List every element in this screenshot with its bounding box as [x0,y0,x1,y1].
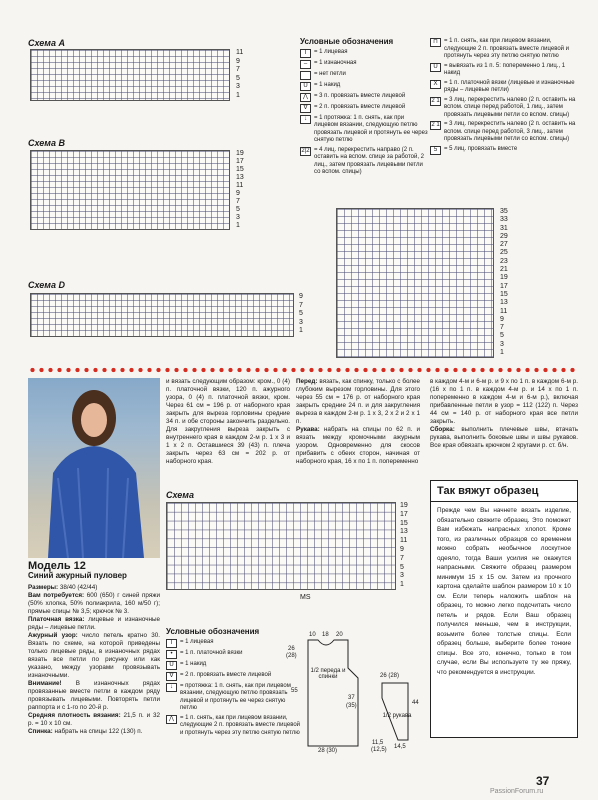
row-number: 1 [236,91,240,99]
text-column-3 [296,378,420,466]
legend-text: = 3 лиц. перекрестить налево (2 п. оставить на вспом. спице перед работой, 3 лиц., затем провязать лицевыми петли со вспом. спицы) [444,121,576,142]
watermark: PassionForum.ru [490,788,544,795]
chart-b-grid [30,150,230,230]
main-chart-grid [166,502,396,590]
row-number: 31 [500,224,508,232]
row-number: 3 [500,340,504,348]
row-number: 13 [400,528,408,536]
legend-symbol: 5 [430,146,441,155]
legend-item [166,650,302,659]
row-number: 17 [236,158,244,165]
legend-symbol: U [166,661,177,670]
row-number: 7 [400,554,404,562]
legend-item [430,121,578,144]
legend-text: = 2 п. провязать вместе лицевой [314,103,406,110]
dim-55: 55 [291,688,298,694]
dim-bottom: 28 (30) [318,748,338,754]
row-number: 29 [500,232,508,240]
legend-item [166,672,302,681]
front-back-piece [308,640,358,746]
row-number: 15 [500,290,508,298]
legend-text: = 1 лицевая [180,638,214,645]
row-number: 3 [400,572,404,580]
legend-text: = 4 лиц. перекрестить направо (2 п. оставить на вспом. спице за работой, 2 лиц., затем провязать лицевыми петли со вспом. спицы) [314,146,425,175]
legend-symbol: ↓ [300,115,311,124]
legend-item [430,80,578,95]
legend-symbol: ∇ [300,104,311,113]
dim-37: 37 [348,695,355,701]
chart-a-grid [30,49,230,101]
paragraph: Рукава: набрать на спицы по 62 п. и вязать между кромочными ажурным узором. Одновременно для скосов прибавить с обеих сторон, начиная от наборного края, 16 х по 1 п. попеременно [296,426,420,465]
dim-26: 26 [288,646,295,652]
model-photo [28,378,160,558]
model-text [28,562,160,736]
legend-symbol: ⋀ [166,715,177,724]
legend-item [300,115,428,145]
row-number: 3 [236,214,240,221]
legend-symbol: ⊓ [430,38,441,47]
dim-18: 18 [322,632,329,638]
paragraph: Вам потребуется: 600 (650) г синей пряжи (50% хлопка, 50% полиакрила, 160 м/50 г); прямые спицы № 3,5; крючок № 3. [28,592,160,615]
row-number: 17 [400,510,408,518]
row-number: 3 [299,318,303,326]
paragraph: Платочная вязка: лицевые и изнаночные ряды – лицевые петли. [28,616,160,631]
chart-c-rownums [500,208,508,357]
row-number: 27 [500,241,508,249]
row-number: 5 [400,563,404,571]
row-number: 9 [236,190,240,197]
legend-symbol: U [430,63,441,72]
dim-20: 20 [336,632,343,638]
paragraph: в каждом 4-м и 6-м р. и 9 х по 1 п. в каждом 6-м р. (16 х по 1 п. в каждом 4-м р. и 14 х по 1 п. попеременно в каждом 4-м и 6-м р.), включая прибавленные петли в узор = 112 (122) п. Через 44 см = 140 р. от наборного края все петли закрыть. [430,378,578,425]
legend-symbol: 2 1 [431,122,440,128]
legend-top-title: Условные обозначения [300,37,394,46]
legend-text: = протяжка: 1 п. снять, как при лицевом вязании, следующую петлю провязать лицевой и протянуть ее через снятую петлю [180,682,291,711]
row-number: 35 [500,208,508,215]
row-number: 1 [299,327,303,335]
row-number: 5 [236,74,240,82]
paragraph: Средняя плотность вязания: 21,5 п. и 32 р. = 10 х 10 см. [28,712,160,727]
chart-d-title: Схема D [28,280,65,290]
row-number: 5 [299,310,303,318]
row-number: 5 [500,332,504,340]
legend-item [300,93,428,102]
paragraph: Ажурный узор: число петель кратно 30. Вязать по схеме, на которой приведены только лицевые ряды, в изнаночных рядах вязать все петли по рисунку или как указано, между узорами провязывать изнаночными. [28,632,160,679]
legend-item [300,82,428,91]
legend-item [166,683,302,713]
legend-symbol: • [166,650,177,659]
legend-item [430,97,578,120]
legend-text: = 2 п. провязать вместе лицевой [180,671,272,678]
legend-symbol: I [166,639,177,648]
legend-symbol: I [300,49,311,58]
ms-label: MS [300,594,311,601]
paragraph: Спинка: набрать на спицы 122 (130) п. [28,728,143,735]
row-number: 13 [500,299,508,307]
legend-bottom [166,628,302,739]
legend-symbol: X [430,80,441,89]
legend-symbol: 2|2 [301,147,310,154]
row-number: 9 [236,57,240,65]
legend-item [166,715,302,738]
row-number: 9 [500,315,504,323]
legend-symbol: U [300,82,311,91]
row-number: 7 [236,198,240,205]
sleeve-bottom-a: 11,5 [372,740,384,746]
legend-symbol: ⋀ [300,93,311,102]
legend-symbol [300,71,311,80]
text-column-2: и вязать следующим образом: кром., 0 (4) п. платочной вязки, 120 п. ажурного узора, 0 (4) п. платочной вязки, кром. Через 61 см = 196 р. от наборного края закрыть для выреза горловины средние 34 п. и обе стороны закончить раздельно. Для закругления выреза закрыть с внутреннего края в каждом 2-м р. 1 х 3 и 1 х 2 п. Оставшиеся 39 (43) п. плеча закрыть через 63 см = 202 р. от наборного края. [166,378,290,465]
legend-top-right [430,38,578,157]
row-number: 25 [500,249,508,257]
section-divider [28,367,576,373]
legend-text: = 5 лиц. провязать вместе [444,145,518,152]
row-number: 15 [400,519,408,527]
sleeve-side-dim: 44 [412,700,419,706]
row-number: 11 [236,49,244,56]
chart-d-grid [30,293,294,337]
row-number: 11 [500,307,508,315]
legend-text: = 1 п. платочной вязки (лицевые и изнаночные ряды – лицевые петли) [444,79,575,93]
chart-a-rownums [236,49,243,101]
legend-symbol: – [300,60,311,69]
sleeve-label: 1/2 рукава [382,713,412,719]
paragraph: Внимание! В изнаночных рядах провязанные вместе петли в каждом ряду провязывать лицевыми. Повторять петли раппорта и с 1-го по 20-й р. [28,680,160,711]
row-number: 19 [500,274,508,282]
chart-c-grid [336,208,494,358]
legend-text: = 1 п. снять, как при лицевом вязании, следующие 2 п. провязать вместе лицевой и протянуть через эту петлю снятую петлю [180,714,301,736]
legend-text: = 1 п. снять, как при лицевом вязании, следующие 2 п. провязать вместе лицевой и протянуть через эту петлю снятую петлю [444,38,570,59]
sleeve-piece [382,683,408,740]
legend-item [166,661,302,670]
model-title: Модель 12 [28,560,86,572]
legend-symbol: 2 1 [431,97,440,104]
legend-symbol: ∇ [166,672,177,681]
row-number: 9 [299,293,303,300]
pattern-pieces [286,628,426,758]
row-number: 1 [400,581,404,589]
model-subtitle: Синий ажурный пуловер [28,571,127,580]
sleeve-top-dim: 26 (28) [380,673,400,679]
page-number: 37 [536,774,550,788]
row-number: 19 [236,150,244,157]
sleeve-bottom-b: (12,5) [371,747,387,753]
front-label: 1/2 переда и спинки [310,668,346,680]
row-number: 9 [400,545,404,553]
legend-bottom-title: Условные обозначения [166,627,260,636]
row-number: 11 [400,537,408,545]
main-chart-rownums [400,502,408,590]
legend-text: = вывязать из 1 п. 5: попеременно 1 лиц., 1 накид [444,62,566,76]
dim-28p: (28) [286,653,297,659]
legend-text: = 1 протяжка: 1 п. снять, как при лицевом вязании, следующую петлю провязать лицевой и протянуть ее через снятую петлю [314,114,428,143]
dim-10: 10 [309,632,316,638]
legend-text: = 3 п. провязать вместе лицевой [314,92,406,99]
row-number: 23 [500,257,508,265]
legend-item [430,38,578,61]
sleeve-bottom-c: 14,5 [394,744,406,750]
legend-text: = 1 накид [314,81,341,88]
legend-text: = 1 п. платочной вязки [180,649,243,656]
info-box-text: Прежде чем Вы начнете вязать изделие, обязательно свяжите образец. Это поможет Вам избежать напрасных хлопот. Кроме того, из различных образцов со временем можно собрать необычное лоскутное одеяло, тогда Ваши усилия не окажутся напрасными. Свяжите образец размером минимум 15 х 15 см. Затем из прочного картона сделайте шаблон размером 10 х 10 см. Если теперь наложить шаблон на образец, то можно легко подсчитать число петель и рядов. Если Ваш образец получился меньше, чем в инструкции, возьмите более толстые спицы. Если образец больше, выберите более тонкие спицы. Все это, конечно, только в том случае, если Вы используете ту же пряжу, что рекомендуется в инструкции. [437,507,571,676]
paragraph: Перед: вязать, как спинку, только с более глубоким вырезом горловины. Для этого через 55 см = 176 р. от наборного края закрыть средние 24 п. и для закругления выреза в каждом 2-м р. 1 х 3, 2 х 2 и 2 х 1 п. [296,378,420,425]
row-number: 19 [400,502,408,509]
legend-text: = нет петли [314,70,346,77]
row-number: 1 [500,349,504,357]
paragraph: Сборка: выполнить плечевые швы, втачать рукава, выполнить боковые швы и швы рукавов. Все края обвязать крючком 2 кругами р. ст. б/н. [430,426,578,449]
legend-text: = 1 накид [180,660,207,667]
row-number: 7 [500,324,504,332]
legend-item [300,49,428,58]
dim-35p: (35) [346,703,357,709]
text-column-4 [430,378,578,450]
chart-b-title: Схема В [28,138,65,148]
legend-item [300,147,428,177]
legend-item [300,71,428,80]
row-number: 33 [500,216,508,224]
chart-a-title: Схема А [28,38,65,48]
row-number: 3 [236,83,240,91]
row-number: 5 [236,206,240,213]
chart-d-rownums [299,293,303,336]
paragraph: Размеры: 38/40 (42/44) [28,584,98,591]
legend-text: = 3 лиц. перекрестить налево (2 п. оставить на вспом. спице перед работой, 1 лиц., затем провязать лицевыми петли со вспом. спицы) [444,96,576,118]
row-number: 11 [236,182,244,189]
legend-item [430,146,578,155]
row-number: 7 [299,301,303,309]
legend-item [300,104,428,113]
legend-item [300,60,428,69]
legend-text: = 1 лицевая [314,48,348,55]
chart-b-rownums [236,150,244,230]
info-box-title: Так вяжут образец [431,481,577,502]
row-number: 13 [236,174,244,181]
info-box [430,480,578,738]
row-number: 17 [500,282,508,290]
row-number: 1 [236,222,240,229]
main-chart-title: Схема [166,490,194,500]
legend-item [430,63,578,78]
row-number: 15 [236,166,244,173]
legend-symbol: ↓ [166,683,177,692]
legend-item [166,639,302,648]
legend-top [300,38,428,179]
row-number: 7 [236,66,240,74]
legend-text: = 1 изнаночная [314,59,357,66]
row-number: 21 [500,266,508,274]
